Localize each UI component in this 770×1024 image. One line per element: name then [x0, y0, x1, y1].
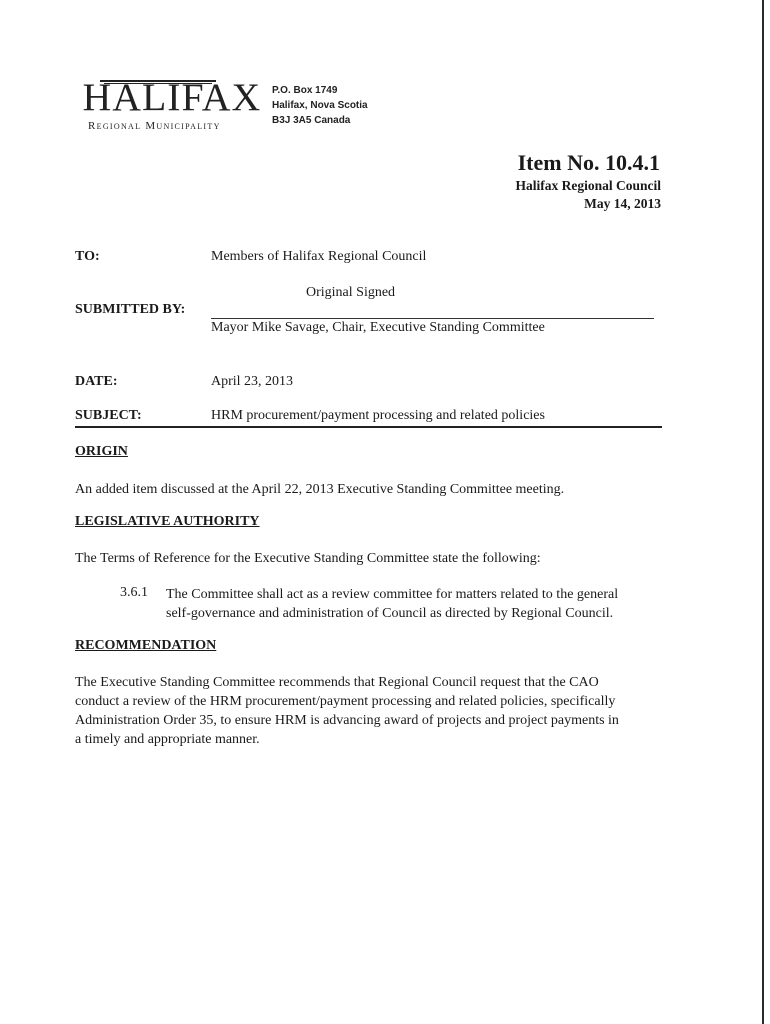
mailing-address — [272, 83, 368, 128]
item-number: Item No. 10.4.1 — [517, 150, 660, 175]
meeting-date: May 14, 2013 — [584, 196, 661, 211]
scan-edge-line — [762, 0, 764, 1024]
date-value: April 23, 2013 — [211, 374, 294, 389]
logo-subtitle: Regional Municipality — [88, 120, 221, 132]
address-line: P.O. Box 1749 — [272, 85, 338, 96]
signature-line — [211, 318, 654, 319]
subject-value: HRM procurement/payment processing and related policies — [211, 408, 545, 423]
recommendation-line: a timely and appropriate manner. — [75, 732, 260, 747]
to-value: Members of Halifax Regional Council — [211, 249, 427, 264]
to-label: TO: — [75, 249, 100, 264]
recommendation-line: conduct a review of the HRM procurement/payment processing and related policies, specifically — [75, 694, 616, 709]
legislative-authority-text: The Terms of Reference for the Executive Standing Committee state the following: — [75, 551, 541, 566]
recommendation-heading: RECOMMENDATION — [75, 638, 217, 653]
halifax-logo — [82, 74, 262, 134]
logo-wordmark: HALIFAX — [82, 76, 262, 119]
clause-line: The Committee shall act as a review committee for matters related to the general — [166, 587, 619, 602]
recommendation-line: Administration Order 35, to ensure HRM is advancing award of projects and project payments in — [75, 713, 619, 728]
origin-text: An added item discussed at the April 22, 2013 Executive Standing Committee meeting. — [75, 482, 565, 497]
recommendation-line: The Executive Standing Committee recommends that Regional Council request that the CAO — [75, 675, 599, 690]
clause-text — [166, 585, 666, 623]
subject-label: SUBJECT: — [75, 408, 142, 423]
original-signed-note: Original Signed — [306, 285, 396, 300]
submitted-by-value: Mayor Mike Savage, Chair, Executive Standing Committee — [211, 320, 545, 335]
clause-line: self-governance and administration of Council as directed by Regional Council. — [166, 606, 614, 621]
address-line: B3J 3A5 Canada — [272, 115, 351, 126]
address-line: Halifax, Nova Scotia — [272, 100, 368, 111]
subject-rule — [75, 426, 662, 428]
date-label: DATE: — [75, 374, 118, 389]
recommendation-text — [75, 673, 665, 749]
legislative-authority-heading: LEGISLATIVE AUTHORITY — [75, 514, 260, 529]
origin-heading: ORIGIN — [75, 444, 128, 459]
clause-number: 3.6.1 — [120, 585, 148, 600]
submitted-by-label: SUBMITTED BY: — [75, 302, 186, 317]
council-name: Halifax Regional Council — [515, 178, 661, 193]
